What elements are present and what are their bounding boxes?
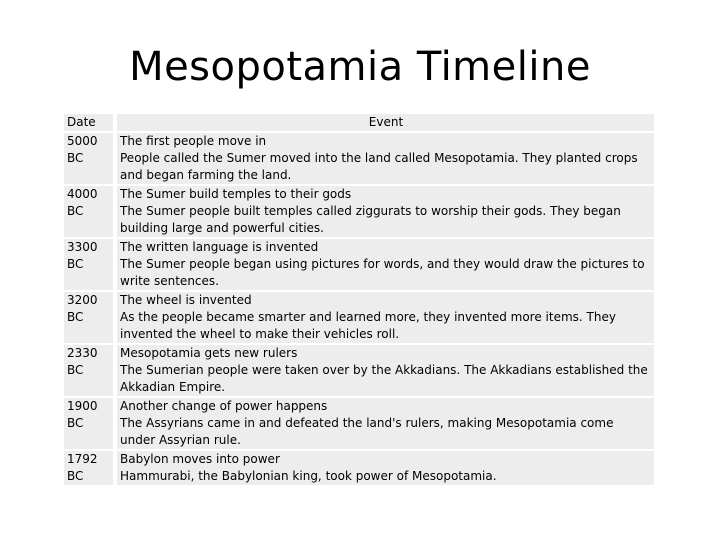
page-title: Mesopotamia Timeline	[129, 44, 591, 90]
event-cell	[117, 239, 654, 290]
event-title: Babylon moves into power	[120, 452, 280, 466]
event-title: Mesopotamia gets new rulers	[120, 346, 298, 360]
date-cell: 4000 BC	[64, 186, 113, 237]
event-description: As the people became smarter and learned more, they invented more items. They invented the wheel to make their vehicles roll.	[120, 310, 616, 341]
event-cell	[117, 451, 654, 485]
date-cell: 3200 BC	[64, 292, 113, 343]
event-column-header: Event	[117, 114, 654, 131]
event-cell	[117, 186, 654, 237]
date-cell: 3300 BC	[64, 239, 113, 290]
event-cell	[117, 398, 654, 449]
event-title: The first people move in	[120, 134, 267, 148]
table-row	[64, 239, 654, 290]
table-row	[64, 398, 654, 449]
date-cell: 1792 BC	[64, 451, 113, 485]
table-row	[64, 345, 654, 396]
table-row	[64, 292, 654, 343]
event-title: The written language is invented	[120, 240, 319, 254]
table-row	[64, 451, 654, 485]
event-description: People called the Sumer moved into the land called Mesopotamia. They planted crops and began farming the land.	[120, 151, 638, 182]
date-cell: 5000 BC	[64, 133, 113, 184]
event-description: Hammurabi, the Babylonian king, took power of Mesopotamia.	[120, 469, 497, 483]
date-column-header: Date	[64, 114, 113, 131]
event-cell	[117, 292, 654, 343]
event-title: The wheel is invented	[120, 293, 252, 307]
event-title: The Sumer build temples to their gods	[120, 187, 352, 201]
table-row	[64, 133, 654, 184]
event-description: The Sumer people began using pictures for words, and they would draw the pictures to write sentences.	[120, 257, 645, 288]
event-title: Another change of power happens	[120, 399, 328, 413]
timeline-table	[64, 112, 654, 487]
event-description: The Sumerian people were taken over by the Akkadians. The Akkadians established the Akkadian Empire.	[120, 363, 648, 394]
table-header-row	[64, 114, 654, 131]
event-cell	[117, 133, 654, 184]
date-cell: 2330 BC	[64, 345, 113, 396]
event-cell	[117, 345, 654, 396]
event-description: The Assyrians came in and defeated the land's rulers, making Mesopotamia come under Assyrian rule.	[120, 416, 614, 447]
date-cell: 1900 BC	[64, 398, 113, 449]
event-description: The Sumer people built temples called ziggurats to worship their gods. They began building large and powerful cities.	[120, 204, 621, 235]
table-row	[64, 186, 654, 237]
